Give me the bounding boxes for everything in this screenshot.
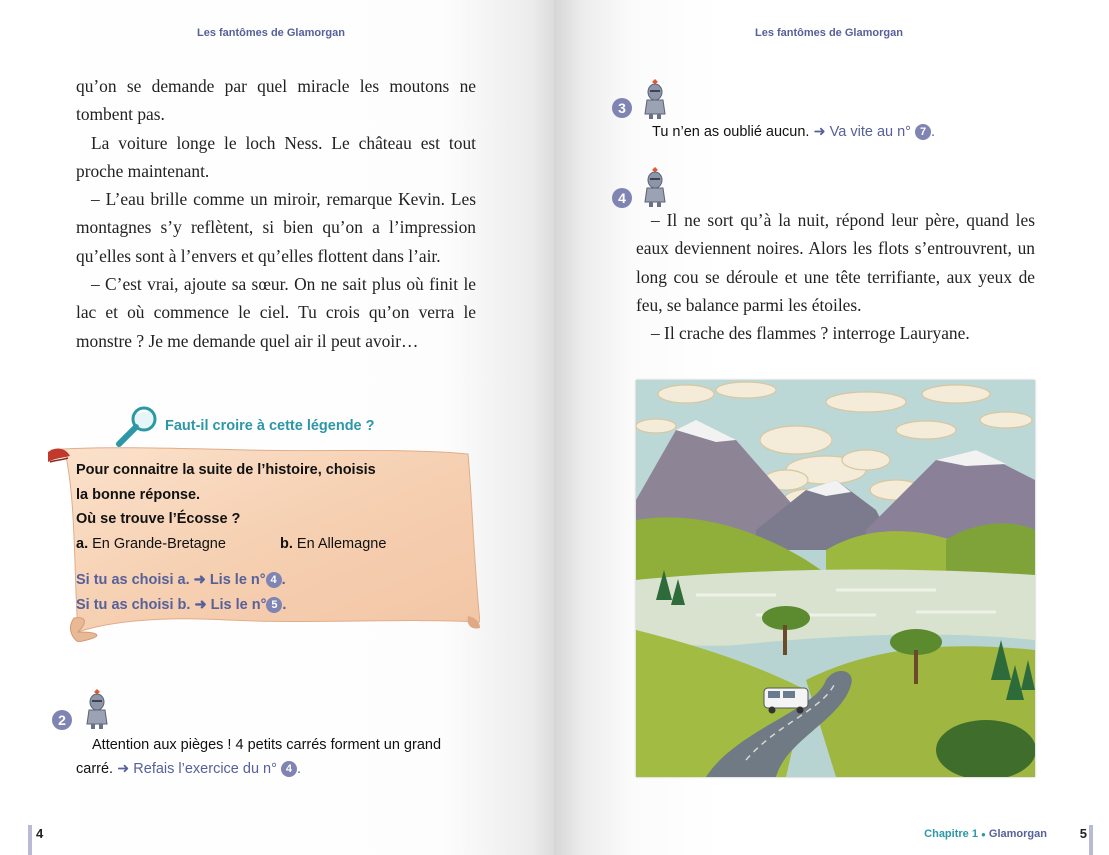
answer-number-badge: 3 [612, 98, 632, 118]
running-head-left: Les fantômes de Glamorgan [197, 27, 345, 39]
question-text: Où se trouve l’Écosse ? [76, 511, 241, 527]
answer-2-carre: carré. [76, 761, 114, 777]
answer-2-link-badge: 4 [281, 761, 297, 777]
story-text-left [76, 72, 476, 355]
answer-number-badge: 2 [52, 710, 72, 730]
page-number-left: 4 [36, 826, 44, 841]
route-a[interactable]: Si tu as choisi a. ➜ Lis le n° 4 . [76, 572, 286, 588]
answer-2-text [92, 732, 441, 758]
section-number-badge: 4 [612, 188, 632, 208]
route-a-badge: 4 [266, 572, 282, 588]
answer-2-line-2 [76, 758, 301, 780]
paragraph: – Il crache des flammes ? interroge Lauryane. [651, 323, 970, 344]
answer-3-link-text: ➜ Va vite au n° [813, 124, 911, 140]
answer-2-line-1: Attention aux pièges ! 4 petits carrés forment un grand [92, 737, 442, 753]
paragraph: La voiture longe le loch Ness. Le château est tout proche maintenant. [76, 132, 476, 181]
route-a-text: Si tu as choisi a. ➜ Lis le n° [76, 572, 266, 588]
ghost-knight-icon [640, 166, 670, 208]
paragraph: – L’eau brille comme un miroir, remarque Kevin. Les montagnes s’y reflètent, si bien qu’on a l’impression qu’elles sont à l’envers et qu’elles flottent dans l’air. [76, 189, 476, 266]
chapter-label: Chapitre 1 [924, 828, 978, 840]
paragraph: – Il ne sort qu’à la nuit, répond leur père, quand les eaux deviennent noires. Alors les flots s’entrouvrent, un long cou se déroule et une tête terrifiante, aux yeux de feu, se balance parmi les étoiles. [636, 210, 1035, 315]
route-b[interactable]: Si tu as choisi b. ➜ Lis le n° 5 . [76, 596, 287, 613]
route-b-badge: 5 [266, 597, 282, 613]
option-a[interactable] [76, 532, 226, 557]
footer-bar-right [1089, 825, 1093, 855]
footer-bar-left [28, 825, 32, 855]
chapter-bullet: ● [981, 830, 986, 839]
story-text-right [636, 206, 1035, 347]
option-b[interactable] [280, 532, 386, 557]
answer-2-link[interactable]: ➜ Refais l’exercice du n° 4 . [117, 761, 301, 777]
option-b-letter: b. [280, 535, 293, 552]
instruction-line-2: la bonne réponse. [76, 486, 201, 503]
answer-3-link[interactable]: ➜ Va vite au n° 7 . [813, 124, 936, 140]
magnifier-icon [114, 404, 160, 450]
left-page [0, 0, 554, 855]
route-b-text: Si tu as choisi b. ➜ Lis le n° [76, 596, 267, 613]
option-b-text: En Allemagne [292, 535, 387, 552]
answer-2-link-text: ➜ Refais l’exercice du n° [117, 761, 277, 777]
running-head-right: Les fantômes de Glamorgan [755, 27, 903, 39]
question-title: Faut-il croire à cette légende ? [165, 418, 375, 434]
chapter-name: Glamorgan [988, 828, 1047, 840]
page-number-right: 5 [1079, 826, 1087, 841]
ghost-knight-icon [82, 688, 112, 730]
question-box-content [76, 458, 456, 617]
chapter-footer [924, 828, 1047, 840]
instruction-line-1: Pour connaitre la suite de l’histoire, choisis [76, 462, 376, 478]
loch-landscape-illustration [636, 380, 1035, 777]
option-a-letter: a. [76, 535, 89, 552]
paragraph: qu’on se demande par quel miracle les moutons ne tombent pas. [76, 76, 476, 125]
answer-3-sentence: Tu n’en as oublié aucun. [652, 124, 810, 140]
ghost-knight-icon [640, 78, 670, 120]
option-a-text: En Grande-Bretagne [88, 535, 226, 552]
answer-3-text [652, 121, 935, 143]
answer-options [76, 532, 456, 557]
answer-3-link-badge: 7 [915, 124, 931, 140]
paragraph: – C’est vrai, ajoute sa sœur. On ne sait plus où finit le lac et où commence le ciel. Tu crois qu’on verra le monstre ? Je me demande quel air il peut avoir… [76, 274, 476, 351]
right-page [554, 0, 1109, 855]
